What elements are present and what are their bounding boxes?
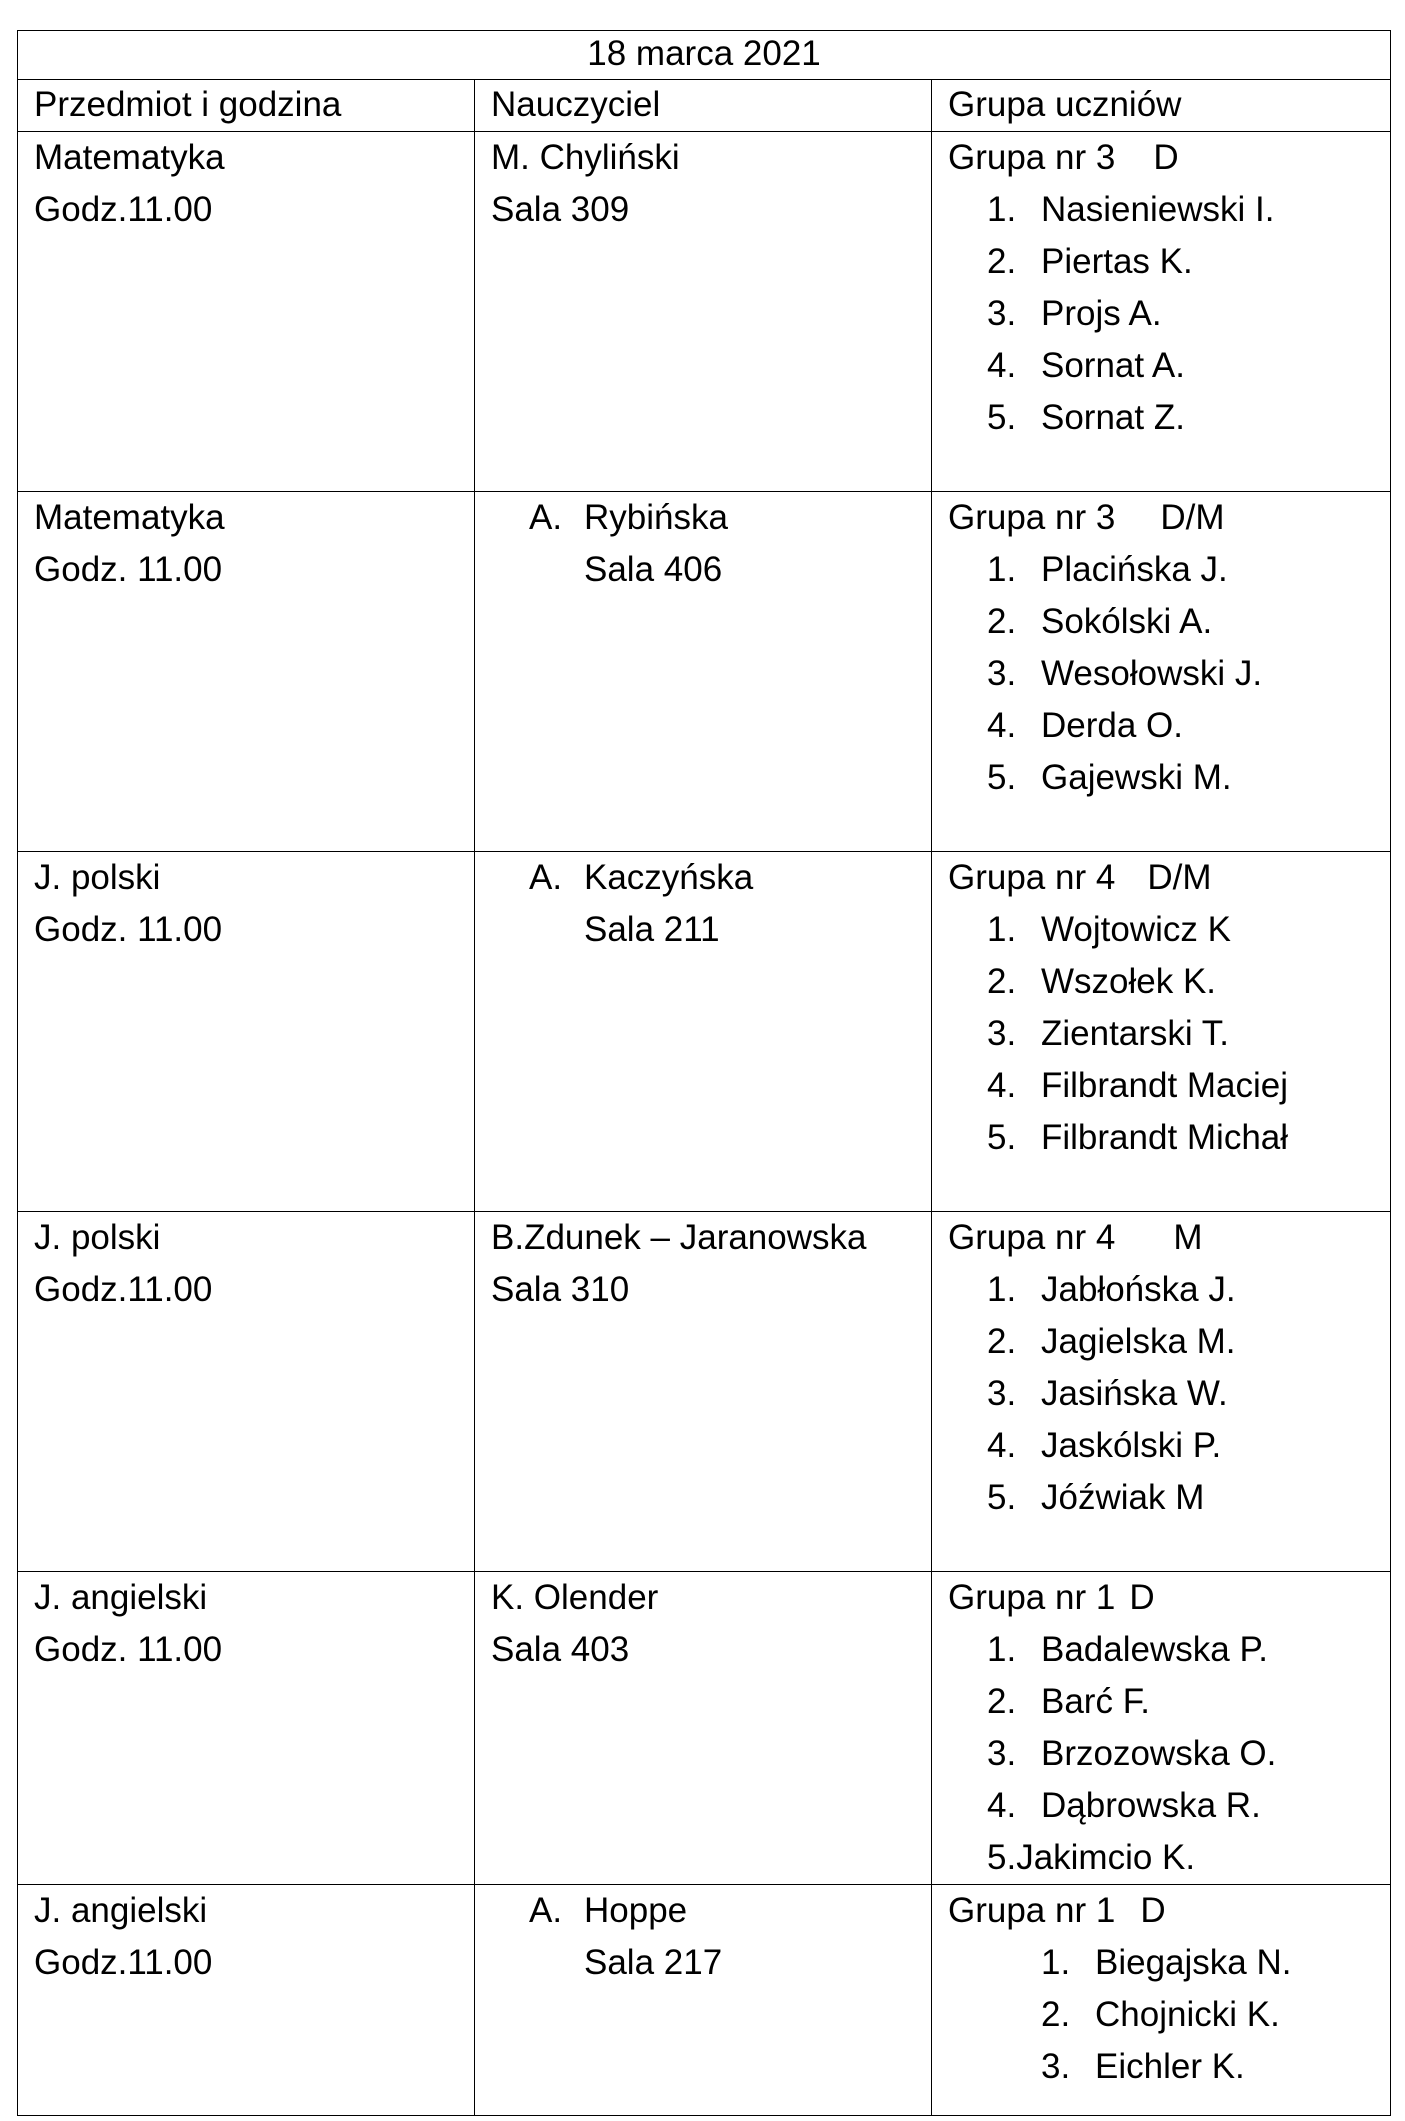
list-item: 5. Filbrandt Michał [987, 1118, 1289, 1157]
room-number: Sala 211 [584, 910, 720, 949]
group-type: D [1129, 1578, 1155, 1617]
list-item: 3. Eichler K. [1041, 2047, 1245, 2086]
teacher-name: M. Chyliński [491, 138, 680, 177]
list-item: 1. Wojtowicz K [987, 910, 1231, 949]
group-cell [932, 132, 1391, 492]
teacher-list [491, 1885, 915, 1989]
group-label: Grupa nr 1 [948, 1891, 1116, 1930]
list-item: 5. Sornat Z. [987, 398, 1185, 437]
teacher-list [491, 852, 915, 956]
list-item: 2. Piertas K. [987, 242, 1193, 281]
header-row [18, 80, 1391, 132]
list-item: 2. Sokólski A. [987, 602, 1213, 641]
list-item: 4. Derda O. [987, 706, 1183, 745]
subject-cell [18, 132, 475, 492]
list-item: 4. Sornat A. [987, 346, 1185, 385]
table-row [18, 132, 1391, 492]
teacher-cell [475, 1212, 932, 1572]
list-item: 2. Chojnicki K. [1041, 1995, 1280, 2034]
subject-cell [18, 1212, 475, 1572]
student-list [948, 1264, 1374, 1524]
group-heading [948, 1212, 1374, 1264]
student-list [948, 904, 1374, 1164]
subject-time: Godz. 11.00 [34, 1630, 223, 1669]
teacher-entry: A. Hoppe [529, 1891, 688, 1930]
list-item: 3. Jasińska W. [987, 1374, 1228, 1413]
schedule-table [17, 30, 1391, 2116]
subject-cell [18, 852, 475, 1212]
subject-time: Godz.11.00 [34, 190, 213, 229]
list-item: 4. Jaskólski P. [987, 1426, 1222, 1465]
subject-time: Godz. 11.00 [34, 910, 223, 949]
subject-name: Matematyka [34, 138, 225, 177]
group-heading [948, 132, 1374, 184]
header-subject: Przedmiot i godzina [18, 80, 475, 132]
group-label: Grupa nr 4 [948, 1218, 1116, 1257]
group-heading [948, 492, 1374, 544]
table-row [18, 492, 1391, 852]
group-type: D [1140, 1891, 1166, 1930]
group-cell [932, 1572, 1391, 1885]
date-title: 18 marca 2021 [18, 31, 1391, 80]
room-number: Sala 406 [584, 550, 723, 589]
subject-cell [18, 1572, 475, 1885]
subject-time: Godz.11.00 [34, 1270, 213, 1309]
teacher-name: Rybińska [584, 498, 728, 537]
group-cell [932, 492, 1391, 852]
list-item: 1. Badalewska P. [987, 1630, 1269, 1669]
header-group: Grupa uczniów [932, 80, 1391, 132]
room-number: Sala 309 [491, 190, 630, 229]
student-list [948, 1624, 1374, 1832]
teacher-entry: A. Kaczyńska [529, 858, 754, 897]
group-label: Grupa nr 3 [948, 138, 1116, 177]
teacher-name: K. Olender [491, 1578, 659, 1617]
subject-name: J. polski [34, 1218, 161, 1257]
teacher-name: B.Zdunek – Jaranowska [491, 1218, 867, 1257]
teacher-name: Kaczyńska [584, 858, 754, 897]
list-item: 2. Wszołek K. [987, 962, 1217, 1001]
header-teacher: Nauczyciel [475, 80, 932, 132]
group-cell [932, 1212, 1391, 1572]
room-number: Sala 310 [491, 1270, 630, 1309]
student-list [948, 184, 1374, 444]
teacher-cell [475, 132, 932, 492]
teacher-name: Hoppe [584, 1891, 688, 1930]
group-heading [948, 852, 1374, 904]
teacher-cell [475, 1885, 932, 2116]
group-cell [932, 1885, 1391, 2116]
teacher-cell [475, 492, 932, 852]
title-row [18, 31, 1391, 80]
group-heading [948, 1885, 1374, 1937]
room-number: Sala 403 [491, 1630, 630, 1669]
subject-name: J. angielski [34, 1578, 208, 1617]
group-cell [932, 852, 1391, 1212]
student-list [948, 1937, 1374, 2093]
list-item: 3. Wesołowski J. [987, 654, 1263, 693]
table-row [18, 1212, 1391, 1572]
list-item: 4. Filbrandt Maciej [987, 1066, 1289, 1105]
group-type: D/M [1160, 498, 1225, 537]
list-item: 5.Jakimcio K. [987, 1838, 1196, 1877]
teacher-entry: A. Rybińska [529, 498, 728, 537]
group-type: M [1173, 1218, 1203, 1257]
subject-name: Matematyka [34, 498, 225, 537]
list-item: 2. Jagielska M. [987, 1322, 1236, 1361]
subject-name: J. polski [34, 858, 161, 897]
list-item: 1. Jabłońska J. [987, 1270, 1236, 1309]
list-item: 4. Dąbrowska R. [987, 1786, 1261, 1825]
subject-cell [18, 492, 475, 852]
list-item: 5. Jóźwiak M [987, 1478, 1205, 1517]
list-item: 5. Gajewski M. [987, 758, 1232, 797]
list-item: 3. Projs A. [987, 294, 1162, 333]
group-type: D/M [1147, 858, 1212, 897]
room-number: Sala 217 [584, 1943, 723, 1982]
table-row [18, 1572, 1391, 1885]
group-label: Grupa nr 4 [948, 858, 1116, 897]
subject-time: Godz.11.00 [34, 1943, 213, 1982]
teacher-cell [475, 1572, 932, 1885]
student-list [948, 544, 1374, 804]
table-row [18, 852, 1391, 1212]
list-item: 3. Brzozowska O. [987, 1734, 1277, 1773]
list-item: 2. Barć F. [987, 1682, 1150, 1721]
group-type: D [1153, 138, 1179, 177]
group-heading [948, 1572, 1374, 1624]
teacher-list [491, 492, 915, 596]
teacher-cell [475, 852, 932, 1212]
table-row [18, 1885, 1391, 2116]
group-label: Grupa nr 1 [948, 1578, 1116, 1617]
group-label: Grupa nr 3 [948, 498, 1116, 537]
subject-time: Godz. 11.00 [34, 550, 223, 589]
subject-cell [18, 1885, 475, 2116]
subject-name: J. angielski [34, 1891, 208, 1930]
list-item: 1. Placińska J. [987, 550, 1228, 589]
list-item: 1. Nasieniewski I. [987, 190, 1275, 229]
list-item: 3. Zientarski T. [987, 1014, 1230, 1053]
list-item: 1. Biegajska N. [1041, 1943, 1292, 1982]
